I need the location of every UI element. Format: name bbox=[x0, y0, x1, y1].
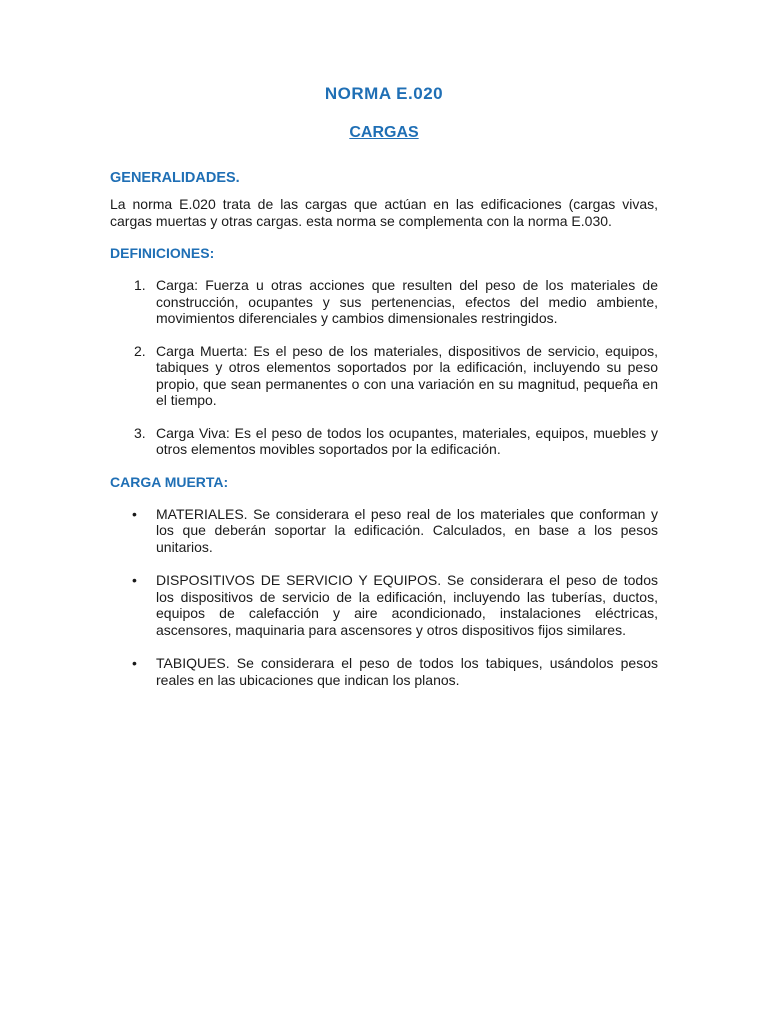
generalidades-paragraph: La norma E.020 trata de las cargas que actúan en las edificaciones (cargas vivas, cargas muertas y otras cargas. esta norma se complementa con la norma E.030. bbox=[110, 196, 658, 229]
list-item-text: Carga: Fuerza u otras acciones que resulten del peso de los materiales de construcción, ocupantes y sus pertenencias, efectos del medio ambiente, movimientos diferenciales y cambios dimensionales restringidos. bbox=[156, 277, 658, 326]
list-number: 1. bbox=[134, 277, 146, 293]
bullet-icon: • bbox=[132, 505, 137, 522]
list-item-text: DISPOSITIVOS DE SERVICIO Y EQUIPOS. Se considerara el peso de todos los dispositivos de servicio de la edificación, incluyendo las tuberías, ductos, equipos de calefacción y aire acondicionado, instalaciones eléctricas, ascensores, maquinaria para ascensores y otros dispositivos fijos similares. bbox=[156, 572, 658, 638]
list-item-definicion-carga-viva bbox=[110, 425, 658, 458]
bullet-icon: • bbox=[132, 572, 137, 588]
list-item-dispositivos bbox=[110, 572, 658, 638]
heading-definiciones: DEFINICIONES: bbox=[110, 245, 215, 261]
document-subtitle: CARGAS bbox=[349, 124, 419, 141]
carga-muerta-list bbox=[110, 506, 658, 689]
list-number: 2. bbox=[134, 342, 146, 359]
heading-generalidades: GENERALIDADES. bbox=[110, 170, 240, 186]
list-item-materiales bbox=[110, 506, 658, 556]
heading-carga-muerta: CARGA MUERTA: bbox=[110, 473, 229, 490]
definiciones-list bbox=[110, 277, 658, 458]
list-item-definicion-carga-muerta bbox=[110, 343, 658, 409]
document-title: NORMA E.020 bbox=[324, 84, 444, 103]
bullet-icon: • bbox=[132, 655, 137, 671]
list-item-text: Carga Muerta: Es el peso de los materiales, dispositivos de servicio, equipos, tabiques y otros elementos soportados por la edificación, incluyendo su peso propio, que sean permanentes o con una variación en su magnitud, pequeña en el tiempo. bbox=[156, 342, 658, 408]
list-number: 3. bbox=[134, 424, 146, 441]
list-item-text: MATERIALES. Se considerara el peso real de los materiales que conforman y los que deberán soportar la edificación. Calculados, en base a los pesos unitarios. bbox=[156, 505, 658, 555]
list-item-definicion-carga bbox=[110, 277, 658, 327]
list-item-text: TABIQUES. Se considerara el peso de todos los tabiques, usándolos pesos reales en las ubicaciones que indican los planos. bbox=[156, 655, 658, 688]
list-item-text: Carga Viva: Es el peso de todos los ocupantes, materiales, equipos, muebles y otros elementos movibles soportados por la edificación. bbox=[156, 424, 658, 457]
list-item-tabiques bbox=[110, 655, 658, 688]
